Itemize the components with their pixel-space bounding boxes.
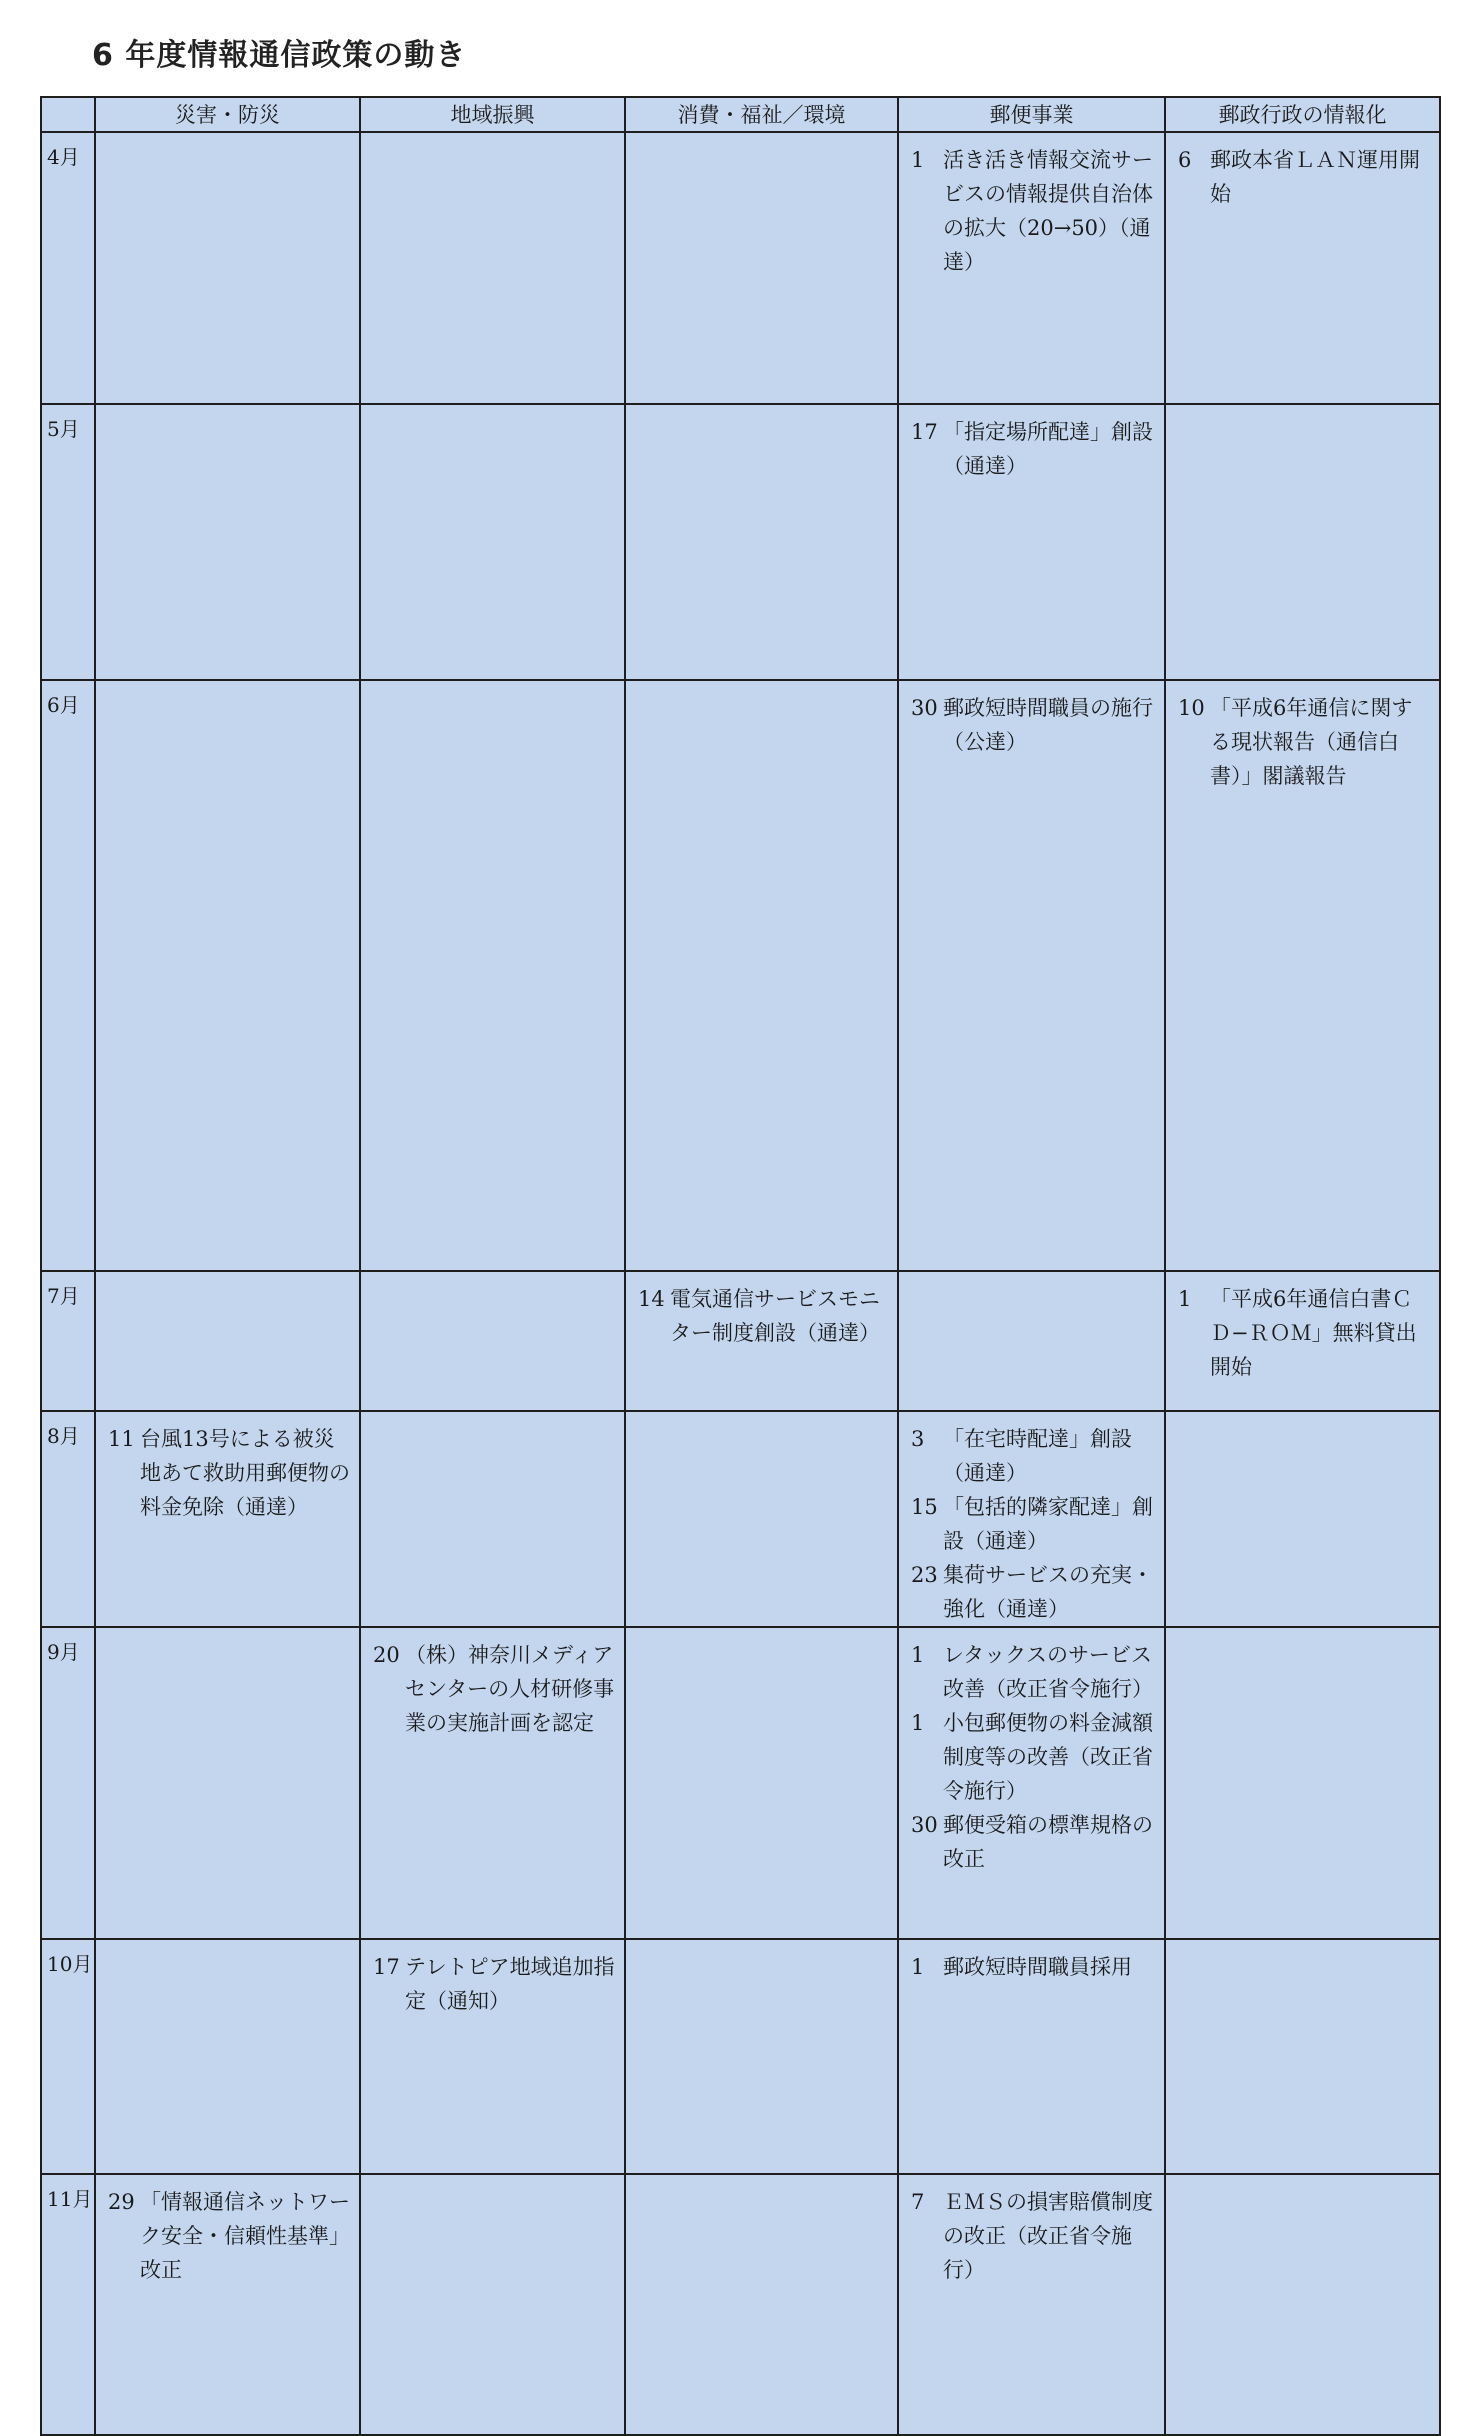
event-day: 23 (911, 1563, 938, 1587)
month-label: 9月 (41, 1627, 95, 1939)
event-day: 1 (911, 1643, 925, 1667)
table-row (41, 2174, 1440, 2435)
cell-regional (360, 404, 625, 680)
event-text: 「平成6年通信白書ＣＤ−ＲＯＭ」無料貸出開始 (1210, 1287, 1417, 1379)
event-entry (899, 691, 1164, 759)
cell-regional (360, 1411, 625, 1627)
event-entry (96, 2185, 359, 2287)
cell-consumer (625, 1627, 898, 1939)
table-row (41, 1271, 1440, 1411)
event-entry (899, 1950, 1164, 1984)
cell-consumer (625, 1411, 898, 1627)
cell-consumer (625, 1939, 898, 2174)
event-entry (1166, 691, 1439, 793)
event-entry (96, 1422, 359, 1524)
cell-informatization (1165, 2174, 1440, 2435)
cell-consumer (625, 1271, 898, 1411)
header-month (41, 97, 95, 132)
table-row (41, 680, 1440, 1271)
event-text: 「平成6年通信に関する現状報告（通信白書）」閣議報告 (1210, 696, 1413, 788)
event-entry (1166, 143, 1439, 211)
event-day: 14 (638, 1287, 665, 1311)
event-day: 30 (911, 696, 938, 720)
event-day: 6 (1178, 148, 1192, 172)
cell-informatization (1165, 1939, 1440, 2174)
event-text: 「在宅時配達」創設（通達） (943, 1427, 1132, 1485)
event-entry (1166, 1282, 1439, 1384)
policy-timeline-table (40, 96, 1441, 2436)
header-row (41, 97, 1440, 132)
cell-disaster (95, 2174, 360, 2435)
event-text: 集荷サービスの充実・強化（通達） (943, 1563, 1153, 1621)
event-text: 郵政本省ＬＡＮ運用開始 (1210, 148, 1420, 206)
event-text: 郵便受箱の標準規格の改正 (943, 1813, 1153, 1871)
event-entry (899, 1422, 1164, 1490)
event-day: 7 (911, 2190, 925, 2214)
cell-regional (360, 132, 625, 404)
event-day: 29 (108, 2190, 135, 2214)
event-entry (361, 1638, 624, 1740)
cell-informatization (1165, 1411, 1440, 1627)
cell-consumer (625, 132, 898, 404)
event-entry (899, 1706, 1164, 1808)
event-text: 「情報通信ネットワーク安全・信頼性基準」改正 (140, 2190, 350, 2282)
cell-disaster (95, 1411, 360, 1627)
event-entry (899, 1490, 1164, 1558)
event-text: 郵政短時間職員の施行（公達） (943, 696, 1153, 754)
header-disaster: 災害・防災 (95, 97, 360, 132)
event-day: 15 (911, 1495, 938, 1519)
cell-postal (898, 404, 1165, 680)
event-text: レタックスのサービス改善（改正省令施行） (943, 1643, 1153, 1701)
month-label: 7月 (41, 1271, 95, 1411)
cell-consumer (625, 680, 898, 1271)
event-entry (899, 1638, 1164, 1706)
month-label: 10月 (41, 1939, 95, 2174)
month-label: 11月 (41, 2174, 95, 2435)
event-text: 郵政短時間職員採用 (943, 1955, 1132, 1979)
cell-consumer (625, 404, 898, 680)
event-entry (899, 143, 1164, 279)
month-label: 8月 (41, 1411, 95, 1627)
event-day: 20 (373, 1643, 400, 1667)
event-day: 17 (373, 1955, 400, 1979)
event-text: 「包括的隣家配達」創設（通達） (943, 1495, 1153, 1553)
cell-informatization (1165, 1627, 1440, 1939)
cell-regional (360, 1627, 625, 1939)
event-day: 1 (911, 1955, 925, 1979)
cell-disaster (95, 1271, 360, 1411)
cell-informatization (1165, 404, 1440, 680)
cell-postal (898, 1271, 1165, 1411)
cell-disaster (95, 404, 360, 680)
cell-regional (360, 680, 625, 1271)
month-label: 5月 (41, 404, 95, 680)
event-day: 1 (911, 1711, 925, 1735)
event-day: 3 (911, 1427, 925, 1451)
event-day: 11 (108, 1427, 135, 1451)
event-entry (899, 415, 1164, 483)
cell-postal (898, 1939, 1165, 2174)
header-postal: 郵便事業 (898, 97, 1165, 132)
cell-regional (360, 1271, 625, 1411)
event-day: 1 (911, 148, 925, 172)
table-row (41, 132, 1440, 404)
event-text: 小包郵便物の料金減額制度等の改善（改正省令施行） (943, 1711, 1153, 1803)
cell-disaster (95, 680, 360, 1271)
table-row (41, 1411, 1440, 1627)
cell-informatization (1165, 1271, 1440, 1411)
event-text: 電気通信サービスモニター制度創設（通達） (670, 1287, 880, 1345)
event-day: 30 (911, 1813, 938, 1837)
month-label: 4月 (41, 132, 95, 404)
event-text: テレトピア地域追加指定（通知） (405, 1955, 615, 2013)
event-text: 台風13号による被災地あて救助用郵便物の料金免除（通達） (140, 1427, 350, 1519)
cell-postal (898, 680, 1165, 1271)
table-row (41, 1627, 1440, 1939)
event-text: 活き活き情報交流サービスの情報提供自治体の拡大（20→50）（通達） (943, 148, 1153, 274)
event-entry (899, 1558, 1164, 1626)
cell-informatization (1165, 132, 1440, 404)
event-day: 10 (1178, 696, 1205, 720)
event-entry (361, 1950, 624, 2018)
cell-regional (360, 2174, 625, 2435)
event-entry (626, 1282, 897, 1350)
cell-postal (898, 132, 1165, 404)
cell-consumer (625, 2174, 898, 2435)
header-regional: 地域振興 (360, 97, 625, 132)
event-text: ＥＭＳの損害賠償制度の改正（改正省令施行） (943, 2190, 1153, 2282)
header-informatization: 郵政行政の情報化 (1165, 97, 1440, 132)
event-day: 17 (911, 420, 938, 444)
event-text: 「指定場所配達」創設（通達） (943, 420, 1153, 478)
cell-disaster (95, 132, 360, 404)
cell-postal (898, 1411, 1165, 1627)
event-day: 1 (1178, 1287, 1192, 1311)
cell-regional (360, 1939, 625, 2174)
header-consumer: 消費・福祉／環境 (625, 97, 898, 132)
cell-postal (898, 1627, 1165, 1939)
page-title: 6 年度情報通信政策の動き (92, 38, 467, 73)
month-label: 6月 (41, 680, 95, 1271)
event-entry (899, 1808, 1164, 1876)
event-entry (899, 2185, 1164, 2287)
cell-postal (898, 2174, 1165, 2435)
cell-disaster (95, 1627, 360, 1939)
event-text: （株）神奈川メディアセンターの人材研修事業の実施計画を認定 (405, 1643, 615, 1735)
cell-disaster (95, 1939, 360, 2174)
table-row (41, 404, 1440, 680)
cell-informatization (1165, 680, 1440, 1271)
table-row (41, 1939, 1440, 2174)
